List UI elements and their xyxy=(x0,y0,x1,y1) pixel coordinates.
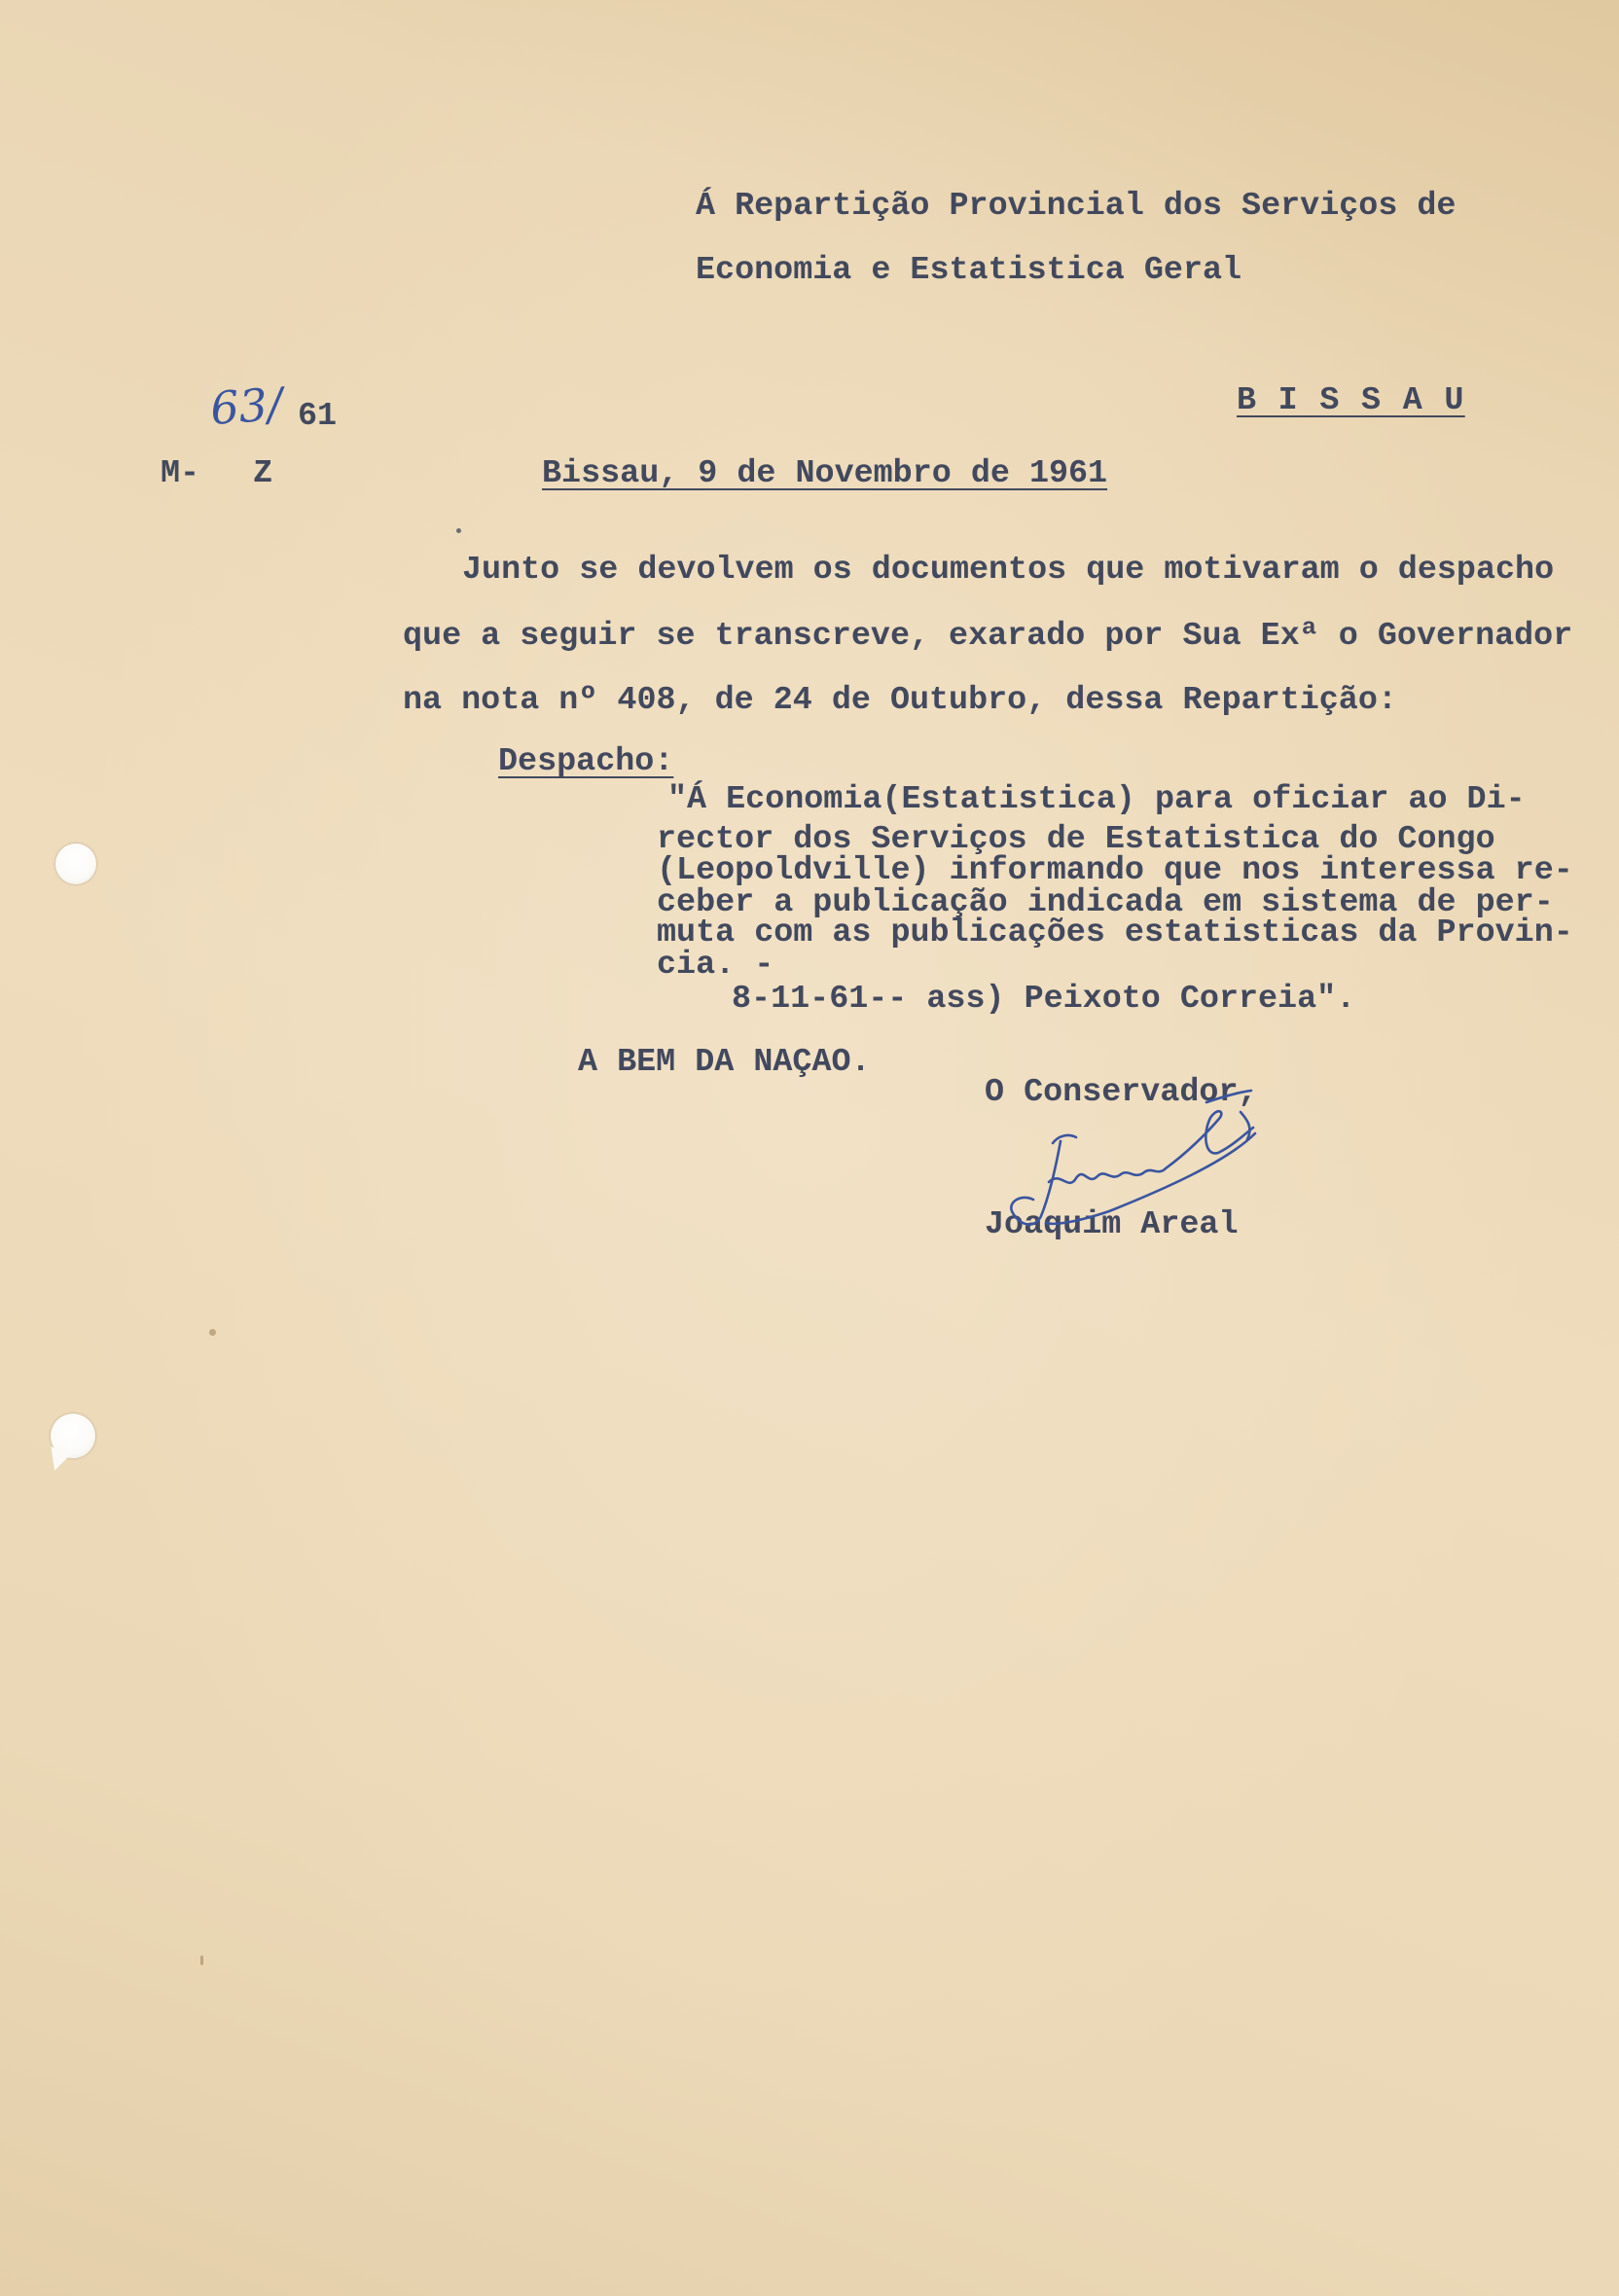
body-line: na nota nº 408, de 24 de Outubro, dessa Repartição: xyxy=(403,682,1397,719)
signature-stroke xyxy=(1011,1141,1061,1225)
reference-number-typed: 61 xyxy=(298,398,338,435)
signature-stroke xyxy=(1053,1135,1076,1143)
signature-stroke xyxy=(1166,1111,1253,1168)
quote-line: rector dos Serviços de Estatistica do Congo xyxy=(657,821,1495,858)
closing-formula: A BEM DA NAÇAO. xyxy=(578,1044,871,1081)
hole-punch-upper xyxy=(55,843,96,884)
signature-stroke xyxy=(1206,1091,1251,1102)
addressee-line: Á Repartição Provincial dos Serviços de xyxy=(696,188,1457,225)
quote-line: 8-11-61-- ass) Peixoto Correia". xyxy=(732,981,1356,1018)
reference-number-handwritten: 63/ xyxy=(208,377,285,435)
quote-line: cia. - xyxy=(657,947,774,984)
quote-line: (Leopoldville) informando que nos interessa re- xyxy=(657,852,1573,889)
body-line: que a seguir se transcreve, exarado por Sua Exª o Governador xyxy=(403,618,1573,655)
body-line: Junto se devolvem os documentos que motivaram o despacho xyxy=(462,552,1555,589)
paper-spot xyxy=(209,1329,216,1336)
destination-city: B I S S A U xyxy=(1237,382,1465,419)
ink-dot xyxy=(456,528,461,533)
date-line: Bissau, 9 de Novembro de 1961 xyxy=(542,455,1108,492)
handwritten-signature xyxy=(963,1085,1275,1250)
reference-code: M- Z xyxy=(161,455,273,492)
paper-spot xyxy=(200,1955,203,1965)
addressee-line: Economia e Estatistica Geral xyxy=(696,252,1242,289)
signature-stroke xyxy=(1049,1168,1166,1183)
signatory-title: O Conservador, xyxy=(985,1074,1258,1111)
quote-line: "Á Economia(Estatistica) para oficiar ao Di- xyxy=(667,781,1526,818)
signatory-name: Joaquim Areal xyxy=(985,1206,1239,1243)
despacho-label: Despacho: xyxy=(498,743,674,780)
quote-line: ceber a publicação indicada em sistema de per- xyxy=(657,884,1554,921)
quote-line: muta com as publicações estatisticas da Provin- xyxy=(657,915,1573,951)
